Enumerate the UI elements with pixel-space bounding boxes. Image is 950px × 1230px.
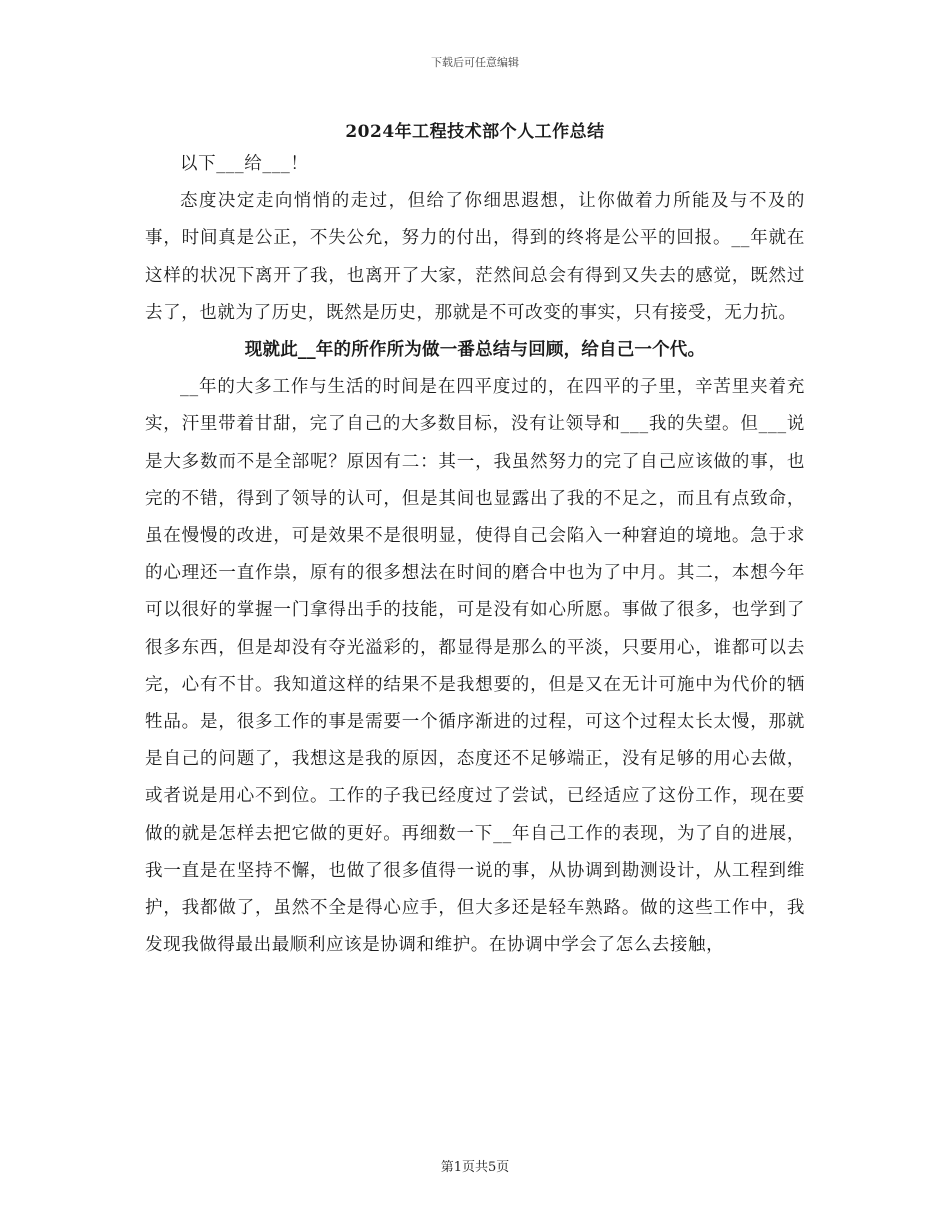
page-header-note: 下载后可任意编辑 <box>431 56 519 69</box>
paragraph-intro: 态度决定走向悄悄的走过，但给了你细思遐想，让你做着力所能及与不及的事，时间真是公正，不失公允，努力的付出，得到的终将是公平的回报。__年就在这样的状况下离开了我，也离开了大家，茫然间总会有得到又失去的感觉，既然过去了，也就为了历史，既然是历史，那就是不可改变的事实，只有接受，无力抗。 <box>145 191 805 323</box>
document-title: 2024年工程技术部个人工作总结 <box>345 122 605 142</box>
document-body <box>145 146 805 964</box>
page-number: 第1页共5页 <box>440 1160 510 1175</box>
paragraph-review: __年的大多工作与生活的时间是在四平度过的，在四平的子里，辛苦里夹着充实，汗里带着甘甜，完了自己的大多数目标，没有让领导和___我的失望。但___说是大多数而不是全部呢？原因有二：其一，我虽然努力的完了自己应该做的事，也完的不错，得到了领导的认可，但是其间也显露出了我的不足之，而且有点致命，虽在慢慢的改进，可是效果不是很明显，使得自己会陷入一种窘迫的境地。急于求的心理还一直作祟，原有的很多想法在时间的磨合中也为了中月。其二，本想今年可以很好的掌握一门拿得出手的技能，可是没有如心所愿。事做了很多，也学到了很多东西，但是却没有夺光溢彩的，都显得是那么的平淡，只要用心，谁都可以去完，心有不甘。我知道这样的结果不是我想要的，但是又在无计可施中为代价的牺牲品。是，很多工作的事是需要一个循序渐进的过程，可这个过程太长太慢，那就是自己的问题了，我想这是我的原因，态度还不足够端正，没有足够的用心去做，或者说是用心不到位。工作的子我已经度过了尝试，已经适应了这份工作，现在要做的就是怎样去把它做的更好。再细数一下__年自己工作的表现，为了自的进展，我一直是在坚持不懈，也做了很多值得一说的事，从协调到勘测设计，从工程到维护，我都做了，虽然不全是得心应手，但大多还是轻车熟路。做的这些工作中，我发现我做得最出最顺利应该是协调和维护。在协调中学会了怎么去接触， <box>145 377 805 956</box>
paragraph-summary-heading: 现就此__年的所作所为做一番总结与回顾，给自己一个代。 <box>244 340 706 361</box>
paragraph-greeting: 以下___给___！ <box>180 154 309 174</box>
